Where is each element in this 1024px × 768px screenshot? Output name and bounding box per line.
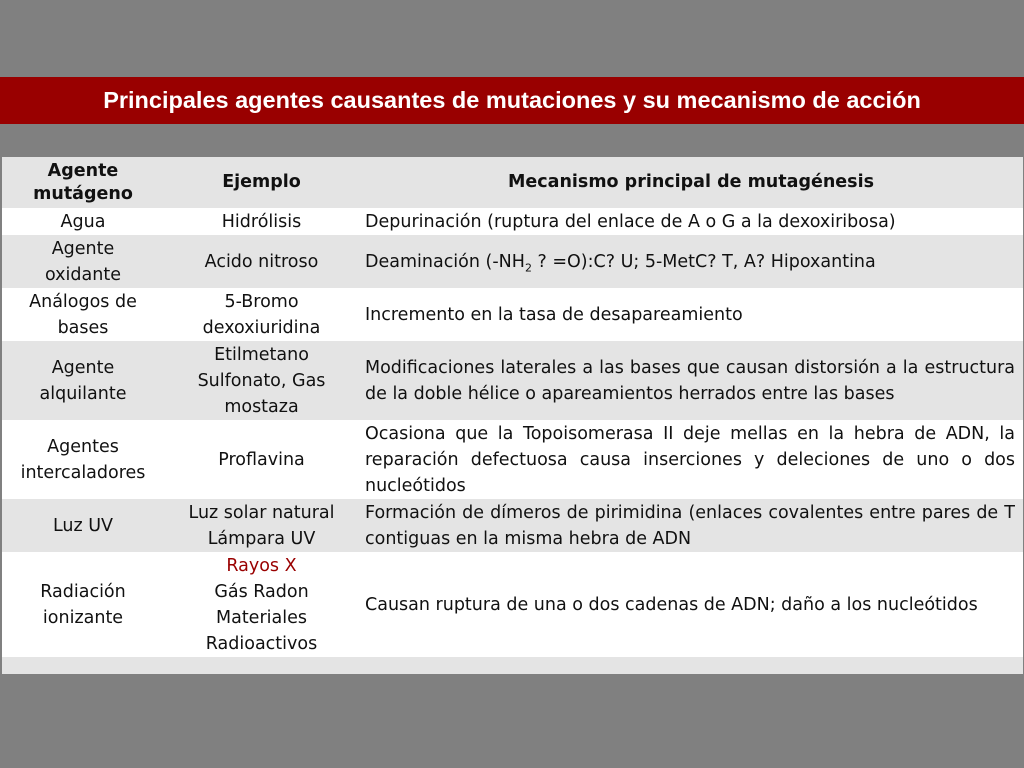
table-row	[2, 288, 1023, 341]
mecanismo-text: Deaminación (-NH	[365, 251, 525, 272]
cell-mecanismo: Formación de dímeros de pirimidina (enlaces covalentes entre pares de T contiguas en la misma hebra de ADN	[365, 502, 1015, 549]
header-ejemplo: Ejemplo	[222, 172, 301, 192]
table-header-row	[2, 157, 1023, 208]
cell-ejemplo: Proflavina	[218, 449, 305, 470]
ejemplo-rayos-x: Rayos X	[226, 555, 297, 576]
cell-agente: Agente alquilante	[39, 357, 127, 404]
cell-agente: Luz UV	[52, 515, 114, 536]
cell-agente: Radiación ionizante	[40, 581, 126, 628]
cell-agente: Agentes intercaladores	[20, 436, 146, 483]
cell-agente: Análogos de bases	[29, 291, 137, 338]
table-row	[2, 420, 1023, 499]
table-row	[2, 552, 1023, 657]
cell-ejemplo: Luz solar natural Lámpara UV	[188, 502, 335, 549]
mecanismo-text-rest: ? =O):C? U; 5-MetC? T, A? Hipoxantina	[531, 251, 876, 272]
table-row	[2, 341, 1023, 420]
cell-agente: Agua	[60, 211, 106, 232]
table-row	[2, 235, 1023, 288]
cell-ejemplo: Etilmetano Sulfonato, Gas mostaza	[197, 344, 326, 417]
cell-mecanismo: Causan ruptura de una o dos cadenas de ADN; daño a los nucleótidos	[365, 594, 978, 615]
table-footer-row	[2, 657, 1023, 674]
mutagens-table	[2, 157, 1023, 674]
cell-ejemplo: 5-Bromo dexoxiuridina	[202, 291, 321, 338]
table-row	[2, 499, 1023, 552]
cell-mecanismo: Incremento en la tasa de desapareamiento	[365, 304, 743, 325]
cell-ejemplo: Acido nitroso	[204, 251, 319, 272]
table-row	[2, 208, 1023, 235]
subscript-2: 2	[524, 261, 532, 274]
cell-mecanismo: Modificaciones laterales a las bases que causan distorsión a la estructura de la doble hélice o apareamientos herrados entre las bases	[365, 357, 1015, 404]
cell-ejemplo: Hidrólisis	[221, 211, 302, 232]
header-mecanismo: Mecanismo principal de mutagénesis	[507, 172, 874, 192]
cell-mecanismo	[359, 235, 1023, 288]
ejemplo-rest: Gás Radon Materiales Radioactivos	[205, 581, 318, 654]
cell-ejemplo	[164, 552, 359, 657]
slide-title: Principales agentes causantes de mutaciones y su mecanismo de acción	[0, 77, 1024, 124]
cell-mecanismo: Depurinación (ruptura del enlace de A o G a la dexoxiribosa)	[365, 211, 896, 232]
cell-mecanismo: Ocasiona que la Topoisomerasa II deje mellas en la hebra de ADN, la reparación defectuosa causa inserciones y deleciones de uno o dos nucleótidos	[365, 423, 1015, 496]
header-agente: Agente mutágeno	[33, 160, 133, 204]
cell-agente: Agente oxidante	[45, 238, 121, 285]
